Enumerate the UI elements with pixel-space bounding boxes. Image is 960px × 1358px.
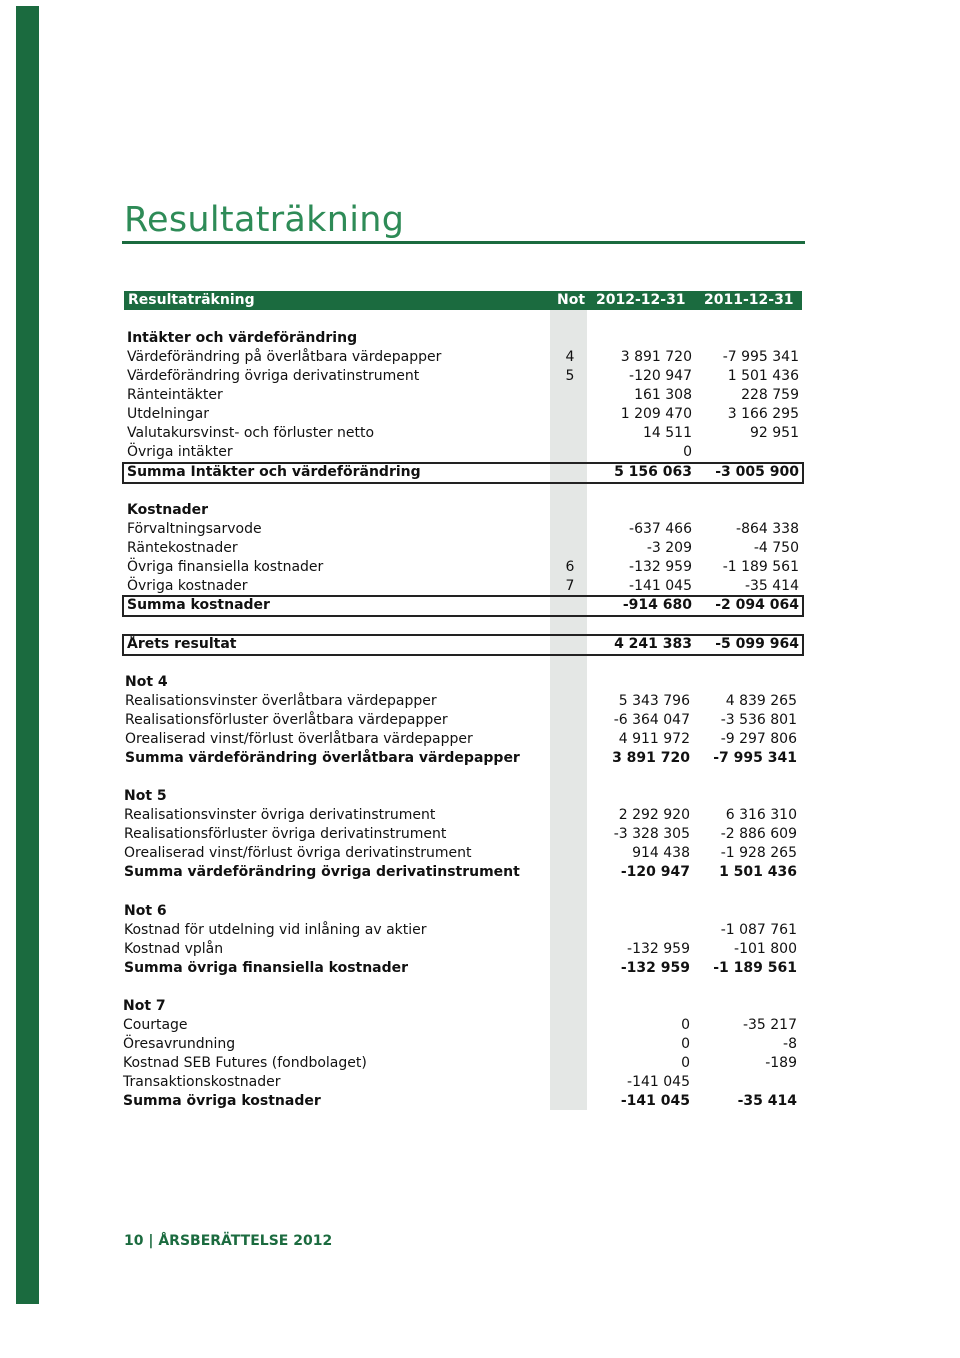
row-value-2012: -6 364 047 [613,712,690,728]
row-label: Utdelningar [127,406,209,422]
row-value-2012: -132 959 [627,941,690,957]
sum-value-2011: -1 189 561 [713,960,797,976]
section-heading-kostnader [0,501,960,520]
sum-label: Summa övriga finansiella kostnader [124,960,409,976]
row-value-2011: -35 414 [744,578,799,594]
sum-value-2012: 3 891 720 [612,750,690,766]
row-label: Värdeförändring övriga derivatinstrument [127,368,420,384]
table-row [0,558,960,577]
row-label: Orealiserad vinst/förlust övriga derivatinstrument [124,845,472,861]
note-heading-label: Not 6 [124,903,167,919]
table-row [0,520,960,539]
sum-label: Summa värdeförändring överlåtbara värdepapper [125,750,520,766]
row-label: Övriga kostnader [127,578,248,594]
header-col-2012: 2012-12-31 [596,292,686,308]
row-value-2012: 0 [681,1017,690,1033]
header-label: Resultaträkning [128,292,255,308]
section-heading-label: Intäkter och värdeförändring [127,330,358,346]
row-not: 7 [565,578,575,594]
page-footer: 10 | ÅRSBERÄTTELSE 2012 [124,1233,333,1249]
table-row [0,730,960,749]
row-value-2012: 0 [681,1036,690,1052]
row-not: 6 [565,559,575,575]
arets-resultat-label: Årets resultat [127,636,237,652]
sum-value-2011: -35 414 [737,1093,797,1109]
table-row [0,443,960,462]
row-value-2011: 3 166 295 [727,406,799,422]
row-label: Räntekostnader [127,540,238,556]
row-label: Realisationsvinster överlåtbara värdepapper [125,693,437,709]
table-row [0,1016,960,1035]
note-heading-label: Not 5 [124,788,167,804]
row-label: Transaktionskostnader [123,1074,281,1090]
sum-value-2012: 5 156 063 [614,464,692,480]
table-row [0,577,960,596]
row-value-2012: -637 466 [629,521,692,537]
header-col-2011: 2011-12-31 [704,292,794,308]
section-heading-intakter [0,329,960,348]
table-row [0,539,960,558]
row-label: Värdeförändring på överlåtbara värdepapper [127,349,442,365]
note-sum-row-7 [0,1092,960,1111]
row-label: Realisationsvinster övriga derivatinstrument [124,807,436,823]
row-label: Orealiserad vinst/förlust överlåtbara värdepapper [125,731,473,747]
row-value-2011: 92 951 [750,425,799,441]
row-value-2011: -8 [783,1036,797,1052]
table-row [0,405,960,424]
row-value-2011: -864 338 [736,521,799,537]
row-label: Realisationsförluster övriga derivatinstrument [124,826,447,842]
table-row [0,1035,960,1054]
arets-resultat-2012: 4 241 383 [614,636,692,652]
sum-row-kostnader [0,596,960,615]
table-row [0,940,960,959]
row-value-2011: -2 886 609 [720,826,797,842]
row-value-2012: 1 209 470 [620,406,692,422]
row-value-2011: -1 087 761 [720,922,797,938]
note-sum-row-6 [0,959,960,978]
row-value-2012: 14 511 [643,425,692,441]
table-row [0,692,960,711]
table-row [0,825,960,844]
sum-value-2011: -3 005 900 [715,464,799,480]
note-sum-row-5 [0,863,960,882]
sum-label: Summa övriga kostnader [123,1093,321,1109]
row-label: Kostnad vplån [124,941,224,957]
row-value-2012: 3 891 720 [620,349,692,365]
row-label: Övriga intäkter [127,444,233,460]
row-label: Kostnad SEB Futures (fondbolaget) [123,1055,367,1071]
table-row [0,1054,960,1073]
row-value-2011: -189 [765,1055,797,1071]
table-row [0,806,960,825]
row-not: 5 [565,368,575,384]
row-value-2011: -35 217 [742,1017,797,1033]
row-value-2011: -4 750 [753,540,799,556]
sum-value-2012: -914 680 [622,597,692,613]
row-value-2011: 1 501 436 [727,368,799,384]
row-value-2011: 4 839 265 [725,693,797,709]
sum-value-2012: -120 947 [620,864,690,880]
arets-resultat-row [0,635,960,654]
table-row [0,386,960,405]
row-label: Courtage [123,1017,188,1033]
header-not: Not [557,292,586,308]
sum-label: Summa Intäkter och värdeförändring [127,464,421,480]
row-value-2012: 0 [683,444,692,460]
row-value-2012: 2 292 920 [618,807,690,823]
row-value-2011: -1 928 265 [720,845,797,861]
note-heading-label: Not 4 [125,674,168,690]
sum-value-2011: -7 995 341 [713,750,797,766]
row-value-2011: 228 759 [741,387,799,403]
row-value-2012: 914 438 [632,845,690,861]
table-row [0,348,960,367]
row-value-2012: -141 045 [627,1074,690,1090]
row-value-2011: -9 297 806 [720,731,797,747]
row-value-2012: 0 [681,1055,690,1071]
row-value-2012: 161 308 [634,387,692,403]
row-label: Övriga finansiella kostnader [127,559,324,575]
row-value-2011: -101 800 [734,941,797,957]
note-heading-4 [0,673,960,692]
row-not: 4 [565,349,575,365]
note-heading-label: Not 7 [123,998,166,1014]
row-value-2011: 6 316 310 [725,807,797,823]
table-row [0,367,960,386]
note-heading-5 [0,787,960,806]
row-label: Ränteintäkter [127,387,223,403]
row-value-2012: -132 959 [629,559,692,575]
table-row [0,844,960,863]
row-label: Valutakursvinst- och förluster netto [127,425,375,441]
section-heading-label: Kostnader [127,502,209,518]
page-title: Resultaträkning [124,200,405,240]
sum-value-2011: 1 501 436 [719,864,797,880]
note-heading-7 [0,997,960,1016]
row-value-2011: -1 189 561 [722,559,799,575]
row-value-2011: -3 536 801 [720,712,797,728]
table-row [0,424,960,443]
sum-value-2012: -132 959 [620,960,690,976]
row-label: Kostnad för utdelning vid inlåning av aktier [124,922,427,938]
table-row [0,711,960,730]
sum-value-2012: -141 045 [620,1093,690,1109]
table-row [0,921,960,940]
sum-label: Summa kostnader [127,597,270,613]
sum-row-intakter [0,463,960,482]
title-rule [122,241,805,244]
row-value-2012: 4 911 972 [618,731,690,747]
sum-label: Summa värdeförändring övriga derivatinstrument [124,864,520,880]
note-sum-row-4 [0,749,960,768]
arets-resultat-2011: -5 099 964 [715,636,799,652]
row-label: Realisationsförluster överlåtbara värdepapper [125,712,448,728]
table-header [124,291,802,310]
row-value-2012: -120 947 [629,368,692,384]
row-label: Förvaltningsarvode [127,521,262,537]
row-value-2011: -7 995 341 [722,349,799,365]
row-value-2012: -3 209 [646,540,692,556]
note-heading-6 [0,902,960,921]
table-row [0,1073,960,1092]
row-value-2012: 5 343 796 [618,693,690,709]
row-value-2012: -3 328 305 [613,826,690,842]
row-label: Öresavrundning [123,1036,236,1052]
row-value-2012: -141 045 [629,578,692,594]
sum-value-2011: -2 094 064 [715,597,799,613]
